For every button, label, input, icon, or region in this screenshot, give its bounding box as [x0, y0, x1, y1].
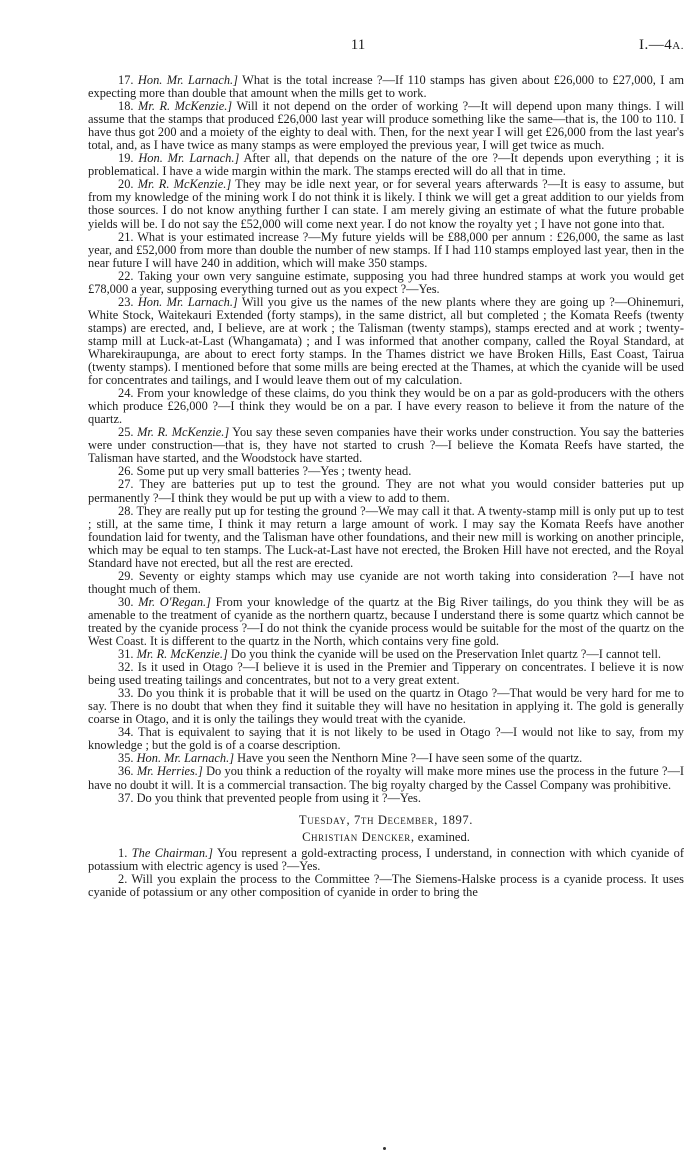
paragraph-text: Have you seen the Nenthorn Mine ?—I have seen some of the quartz.	[234, 751, 583, 766]
speaker: Hon. Mr. Larnach.]	[137, 73, 238, 87]
paragraph	[88, 74, 684, 100]
paragraph	[88, 687, 684, 726]
paragraph-number: 33.	[118, 686, 134, 701]
witness-heading	[88, 831, 684, 844]
paragraph-text: They are really put up for testing the ground ?—We may call it that. A twenty-stamp mill is only put up to test ; still, at the same time, I think it may return a large amount of work. I may say the Komata Reefs have another foundation laid for twenty, and the Talisman have other foundations, and their new mill is working on another principle, which may be equal to ten stamps. The Luck-at-Last have not erected, the Broken Hill have not erected, and the Royal Standard have not erected, but all the rest are erected.	[88, 503, 684, 570]
document-body	[88, 74, 684, 899]
speaker: Hon. Mr. Larnach.]	[136, 751, 235, 766]
paragraph	[88, 478, 684, 504]
paragraph-text: They are batteries put up to test the ground. They are not what you would consider batteries put up permanently ?—I think they would be put up with a view to add to them.	[88, 477, 685, 505]
paragraph-text: Do you think the cyanide will be used on the Preservation Inlet quartz ?—I cannot tell.	[227, 647, 662, 662]
speaker: Mr. R. McKenzie.]	[137, 425, 230, 440]
paragraph-number: 26.	[118, 464, 134, 479]
paragraph	[88, 847, 684, 873]
paragraph-number: 36.	[118, 764, 134, 779]
paragraph-text: From your knowledge of these claims, do you think they would be on a par as gold-producers with the others which produce £26,000 ?—I think they would be on a par. I have every reason to believe it from the nature of the quartz.	[88, 386, 684, 427]
speaker: Mr. R. McKenzie.]	[136, 647, 228, 662]
paragraph-number: 23.	[118, 294, 134, 309]
speaker: The Chairman.]	[131, 845, 213, 860]
dateline: Tuesday, 7th December, 1897.	[298, 812, 474, 827]
paragraph-text: After all, that depends on the nature of the ore ?—It depends upon everything ; it is problematical. I have a wide margin within the mark. The stamps erected will do all that in time.	[88, 151, 684, 179]
paragraph-number: 19.	[118, 151, 134, 166]
paragraph	[88, 505, 684, 570]
paragraph-text: Will you explain the process to the Committee ?—The Siemens-Halske process is a cyanide process. It uses cyanide of potassium or any other composition of cyanide in order to bring the	[88, 871, 684, 899]
paragraph-text: What is your estimated increase ?—My future yields will be £88,000 per annum : £26,000, the same as last year, and £52,000 from more than double the number of new stamps. If I had 110 stamps employed last year, then in the near future I will have 240 in addition, which will make 350 stamps.	[88, 229, 684, 270]
paragraph-number: 20.	[118, 177, 134, 192]
paragraph-number: 21.	[118, 229, 134, 244]
speaker: Mr. R. McKenzie.]	[138, 99, 233, 114]
paragraph-text: What is the total increase ?—If 110 stamps has given about £26,000 to £27,000, I am expecting more than double that amount when the mills get to work.	[88, 73, 684, 101]
paragraph-text: You say these seven companies have their works under construction. You say the batteries were under construction—that is, they have not started to crush ?—I believe the Komata Reefs have started, the Talisman have started, and the Woodstock have started.	[88, 425, 684, 466]
paragraph	[88, 296, 684, 387]
paragraph-text: Will it not depend on the order of working ?—It will depend upon many things. I will assume that the stamps that produced £26,000 last year will produce something like the same—that is, the 100 to 110. I have thus got 200 and a moiety of the eighty to deal with. Then, for the next year I will get £26,000 from the last year's total, and, as I have twice as many stamps as were employed the previous year, I will get twice as much.	[88, 99, 684, 153]
speaker: Hon. Mr. Larnach.]	[137, 294, 238, 309]
document-reference-suffix: A.	[672, 40, 684, 52]
paragraph	[88, 178, 684, 230]
paragraph	[88, 792, 684, 805]
evidence-section-1	[88, 74, 684, 805]
speaker: Mr. O'Regan.]	[138, 594, 211, 609]
paragraph-number: 1.	[118, 845, 128, 860]
paragraph-number: 37.	[118, 790, 134, 805]
paragraph-number: 2.	[118, 871, 128, 886]
paragraph-number: 22.	[118, 268, 134, 283]
paragraph-number: 27.	[118, 477, 134, 492]
paragraph-number: 34.	[118, 725, 134, 740]
paragraph-text: Some put up very small batteries ?—Yes ; twenty head.	[136, 464, 412, 479]
paragraph	[88, 570, 684, 596]
paragraph-number: 32.	[118, 660, 134, 675]
paragraph	[88, 596, 684, 648]
paragraph	[88, 661, 684, 687]
paragraph-number: 17.	[118, 73, 134, 87]
witness-suffix: examined.	[414, 829, 470, 844]
paragraph-text: Do you think that prevented people from using it ?—Yes.	[136, 790, 421, 805]
paragraph	[88, 765, 684, 791]
speaker: Mr. R. McKenzie.]	[137, 177, 232, 192]
paragraph-text: Will you give us the names of the new plants where they are going up ?—Ohinemuri, White Stock, Waitekauri Extended (forty stamps), in the same district, all but completed ; the Komata Reefs (twenty stamps) are erected, and, I believe, are at work ; the Talisman (twenty stamps), stamps erected and at work ; twenty-stamp mill at Luck-at-Last (Whangamata) ; and I was informed that another company, called the Royal Standard, at Wharekiraupunga, are about to erect forty stamps. In the Thames district we have Broken Hills, East Coast, Tairua (twenty stamps). I mentioned before that some mills are being erected at the Thames, at which the cyanide will be used for concentrates and tailings, and I would leave them out of my calculation.	[88, 294, 684, 388]
document-reference	[639, 37, 684, 54]
paragraph	[88, 100, 684, 152]
paragraph-text: Taking your own very sanguine estimate, supposing you had three hundred stamps at work you would get £78,000 a year, supposing everything turned out as you expect ?—Yes.	[88, 268, 685, 296]
page-mark	[383, 1147, 386, 1150]
paragraph-number: 24.	[118, 386, 134, 401]
paragraph	[88, 426, 684, 465]
paragraph-text: You represent a gold-extracting process, I understand, in connection with which cyanide of potassium with electric agency is used ?—Yes.	[88, 845, 684, 873]
paragraph-number: 28.	[118, 503, 134, 518]
paragraph-text: That is equivalent to saying that it is not likely to be used in Otago ?—I would not like to say, from my knowledge ; but the gold is of a coarse description.	[88, 725, 684, 753]
paragraph-text: Do you think it is probable that it will be used on the quartz in Otago ?—That would be very hard for me to say. There is no doubt that when they find it suitable they will have no hesitation in applying it. The gold is generally coarse in Otago, and it is only the tailings they would treat with the cyanide.	[88, 686, 684, 727]
speaker: Hon. Mr. Larnach.]	[138, 151, 240, 166]
page-number: 11	[350, 37, 366, 53]
paragraph-number: 31.	[118, 647, 134, 662]
document-reference-main: I.—4	[639, 37, 673, 53]
paragraph-text: They may be idle next year, or for several years afterwards ?—It is easy to assume, but from my knowledge of the mining work I do not think it is likely. I think we will get a great addition to our yields from those sources. I do not know anything further I can state. I am merely giving an estimate of what the future probable yields will be. I do not say the £52,000 will come next year. I do not know the royalty yet ; I have not gone into that.	[88, 177, 684, 231]
paragraph	[88, 231, 684, 270]
paragraph	[88, 270, 684, 296]
evidence-section-2	[88, 847, 684, 899]
paragraph	[88, 726, 684, 752]
paragraph-number: 29.	[118, 568, 134, 583]
paragraph-number: 35.	[118, 751, 134, 766]
paragraph-number: 18.	[118, 99, 134, 114]
paragraph-text: Seventy or eighty stamps which may use cyanide are not worth taking into consideration ?—I have not thought much of them.	[88, 568, 684, 596]
speaker: Mr. Herries.]	[136, 764, 203, 779]
paragraph-text: Do you think a reduction of the royalty will make more mines use the process in the future ?—I have no doubt it will. It is a commercial transaction. The big royalty charged by the Cassel Company was prohibitive.	[88, 764, 684, 792]
paragraph	[88, 387, 684, 426]
paragraph-number: 25.	[118, 425, 134, 440]
paragraph	[88, 873, 684, 899]
paragraph-number: 30.	[118, 594, 134, 609]
paragraph	[88, 152, 684, 178]
paragraph-text: Is it used in Otago ?—I believe it is used in the Premier and Tipperary on concentrates. I believe it is now being used treating tailings and concentrates, but not to a very great extent.	[88, 660, 684, 688]
paragraph-text: From your knowledge of the quartz at the Big River tailings, do you think they will be as amenable to the treatment of cyanide as the northern quartz, because I understand there is some quartz which cannot be treated by the cyanide process ?—I do not think the cyanide process would be suitable for the most of the quartz on the West Coast. It is different to the quartz in the North, which contains very fine gold.	[88, 594, 684, 649]
witness-name: Christian Dencker,	[302, 829, 415, 844]
